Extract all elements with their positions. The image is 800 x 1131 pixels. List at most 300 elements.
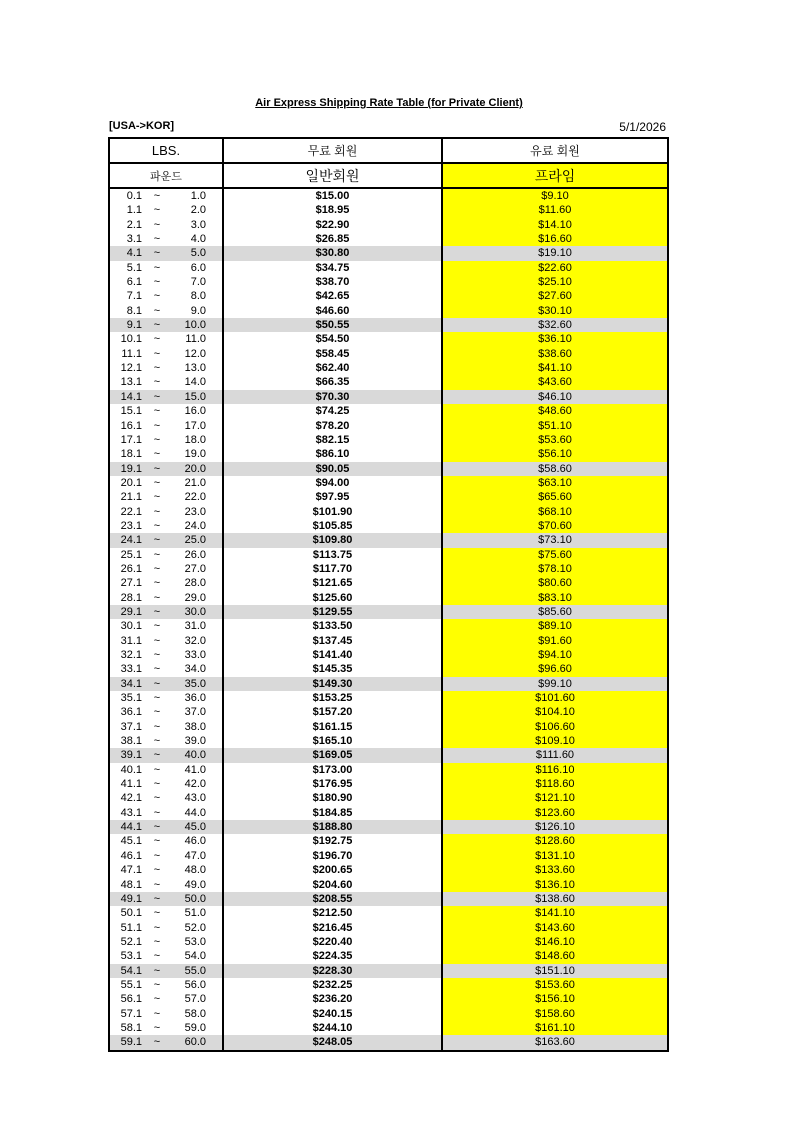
table-row bbox=[110, 390, 667, 404]
weight-from: 15.1 bbox=[120, 405, 142, 418]
weight-range bbox=[110, 748, 222, 762]
weight-to: 42.0 bbox=[184, 778, 206, 791]
prime-rate: $41.10 bbox=[441, 361, 667, 375]
prime-rate: $121.10 bbox=[441, 791, 667, 805]
regular-rate: $184.85 bbox=[222, 806, 441, 820]
weight-range bbox=[110, 791, 222, 805]
regular-rate: $46.60 bbox=[222, 304, 441, 318]
table-row bbox=[110, 777, 667, 791]
weight-range bbox=[110, 189, 222, 203]
weight-range bbox=[110, 878, 222, 892]
prime-rate: $25.10 bbox=[441, 275, 667, 289]
weight-range bbox=[110, 533, 222, 547]
weight-range bbox=[110, 562, 222, 576]
regular-tier-header: 일반회원 bbox=[222, 164, 441, 187]
table-row bbox=[110, 662, 667, 676]
regular-rate: $224.35 bbox=[222, 949, 441, 963]
rate-table bbox=[108, 137, 669, 1052]
weight-from: 20.1 bbox=[120, 476, 142, 489]
table-row bbox=[110, 949, 667, 963]
prime-rate: $156.10 bbox=[441, 992, 667, 1006]
range-separator: ~ bbox=[153, 993, 161, 1006]
table-row bbox=[110, 806, 667, 820]
table-row bbox=[110, 964, 667, 978]
prime-rate: $43.60 bbox=[441, 375, 667, 389]
table-row bbox=[110, 648, 667, 662]
range-separator: ~ bbox=[153, 978, 161, 991]
regular-rate: $58.45 bbox=[222, 347, 441, 361]
prime-rate: $46.10 bbox=[441, 390, 667, 404]
weight-from: 11.1 bbox=[121, 347, 142, 360]
regular-rate: $145.35 bbox=[222, 662, 441, 676]
regular-rate: $74.25 bbox=[222, 404, 441, 418]
weight-range bbox=[110, 1007, 222, 1021]
header-row-tier bbox=[110, 162, 667, 187]
table-row bbox=[110, 849, 667, 863]
regular-rate: $109.80 bbox=[222, 533, 441, 547]
weight-range bbox=[110, 347, 222, 361]
table-row bbox=[110, 189, 667, 203]
range-separator: ~ bbox=[153, 663, 161, 676]
weight-to: 17.0 bbox=[184, 419, 206, 432]
regular-rate: $97.95 bbox=[222, 490, 441, 504]
regular-rate: $212.50 bbox=[222, 906, 441, 920]
range-separator: ~ bbox=[153, 864, 161, 877]
weight-to: 21.0 bbox=[184, 476, 206, 489]
prime-rate: $9.10 bbox=[441, 189, 667, 203]
weight-from: 33.1 bbox=[120, 663, 142, 676]
weight-to: 59.0 bbox=[184, 1021, 206, 1034]
prime-rate: $111.60 bbox=[441, 748, 667, 762]
range-separator: ~ bbox=[153, 247, 161, 260]
range-separator: ~ bbox=[153, 792, 161, 805]
table-row bbox=[110, 878, 667, 892]
weight-to: 23.0 bbox=[184, 505, 206, 518]
range-separator: ~ bbox=[153, 190, 161, 202]
weight-to: 25.0 bbox=[184, 534, 206, 547]
weight-range bbox=[110, 447, 222, 461]
range-separator: ~ bbox=[153, 950, 161, 963]
table-row bbox=[110, 490, 667, 504]
table-row bbox=[110, 505, 667, 519]
weight-range bbox=[110, 332, 222, 346]
regular-rate: $78.20 bbox=[222, 419, 441, 433]
prime-rate: $63.10 bbox=[441, 476, 667, 490]
weight-to: 19.0 bbox=[184, 448, 206, 461]
prime-rate: $75.60 bbox=[441, 548, 667, 562]
weight-range bbox=[110, 964, 222, 978]
table-row bbox=[110, 361, 667, 375]
weight-to: 28.0 bbox=[184, 577, 206, 590]
prime-rate: $99.10 bbox=[441, 677, 667, 691]
table-row bbox=[110, 992, 667, 1006]
weight-range bbox=[110, 834, 222, 848]
regular-rate: $125.60 bbox=[222, 591, 441, 605]
prime-rate: $70.60 bbox=[441, 519, 667, 533]
range-separator: ~ bbox=[153, 849, 161, 862]
weight-to: 8.0 bbox=[190, 290, 206, 303]
prime-rate: $51.10 bbox=[441, 419, 667, 433]
weight-to: 22.0 bbox=[184, 491, 206, 504]
table-row bbox=[110, 691, 667, 705]
range-separator: ~ bbox=[153, 562, 161, 575]
table-row bbox=[110, 591, 667, 605]
regular-rate: $34.75 bbox=[222, 261, 441, 275]
prime-rate: $104.10 bbox=[441, 705, 667, 719]
range-separator: ~ bbox=[153, 233, 161, 246]
regular-rate: $176.95 bbox=[222, 777, 441, 791]
prime-rate: $89.10 bbox=[441, 619, 667, 633]
weight-to: 57.0 bbox=[184, 993, 206, 1006]
weight-from: 28.1 bbox=[120, 591, 142, 604]
weight-from: 40.1 bbox=[120, 763, 142, 776]
weight-range bbox=[110, 720, 222, 734]
range-separator: ~ bbox=[153, 677, 161, 690]
regular-rate: $38.70 bbox=[222, 275, 441, 289]
weight-to: 29.0 bbox=[184, 591, 206, 604]
range-separator: ~ bbox=[153, 419, 161, 432]
prime-rate: $65.60 bbox=[441, 490, 667, 504]
regular-rate: $169.05 bbox=[222, 748, 441, 762]
weight-from: 35.1 bbox=[120, 692, 142, 705]
weight-to: 4.0 bbox=[190, 233, 206, 246]
weight-from: 24.1 bbox=[120, 534, 142, 547]
table-row bbox=[110, 347, 667, 361]
table-row bbox=[110, 533, 667, 547]
range-separator: ~ bbox=[153, 333, 161, 346]
range-separator: ~ bbox=[153, 778, 161, 791]
weight-from: 5.1 bbox=[126, 261, 142, 274]
weight-to: 50.0 bbox=[184, 892, 206, 905]
weight-to: 9.0 bbox=[190, 304, 206, 317]
weight-from: 1.1 bbox=[126, 204, 142, 217]
table-row bbox=[110, 1021, 667, 1035]
regular-rate: $204.60 bbox=[222, 878, 441, 892]
weight-to: 30.0 bbox=[184, 605, 206, 618]
weight-to: 43.0 bbox=[184, 792, 206, 805]
regular-rate: $26.85 bbox=[222, 232, 441, 246]
regular-rate: $86.10 bbox=[222, 447, 441, 461]
table-row bbox=[110, 935, 667, 949]
range-separator: ~ bbox=[153, 1007, 161, 1020]
table-row bbox=[110, 218, 667, 232]
prime-tier-header: 프라임 bbox=[441, 164, 667, 187]
prime-rate: $80.60 bbox=[441, 576, 667, 590]
range-separator: ~ bbox=[153, 835, 161, 848]
range-separator: ~ bbox=[153, 476, 161, 489]
prime-rate: $126.10 bbox=[441, 820, 667, 834]
regular-rate: $18.95 bbox=[222, 203, 441, 217]
weight-from: 30.1 bbox=[120, 620, 142, 633]
range-separator: ~ bbox=[153, 1021, 161, 1034]
weight-range bbox=[110, 662, 222, 676]
weight-range bbox=[110, 978, 222, 992]
prime-rate: $116.10 bbox=[441, 763, 667, 777]
weight-range bbox=[110, 806, 222, 820]
regular-rate: $62.40 bbox=[222, 361, 441, 375]
prime-rate: $56.10 bbox=[441, 447, 667, 461]
regular-rate: $70.30 bbox=[222, 390, 441, 404]
prime-rate: $11.60 bbox=[441, 203, 667, 217]
prime-rate: $36.10 bbox=[441, 332, 667, 346]
weight-range bbox=[110, 1021, 222, 1035]
weight-from: 54.1 bbox=[120, 964, 142, 977]
weight-from: 23.1 bbox=[120, 519, 142, 532]
table-row bbox=[110, 734, 667, 748]
weight-to: 10.0 bbox=[184, 319, 206, 332]
weight-to: 20.0 bbox=[184, 462, 206, 475]
weight-to: 3.0 bbox=[190, 218, 206, 231]
regular-rate: $30.80 bbox=[222, 246, 441, 260]
prime-rate: $141.10 bbox=[441, 906, 667, 920]
weight-to: 6.0 bbox=[190, 261, 206, 274]
range-separator: ~ bbox=[153, 735, 161, 748]
regular-rate: $165.10 bbox=[222, 734, 441, 748]
prime-rate: $96.60 bbox=[441, 662, 667, 676]
weight-range bbox=[110, 849, 222, 863]
prime-rate: $19.10 bbox=[441, 246, 667, 260]
regular-rate: $188.80 bbox=[222, 820, 441, 834]
regular-rate: $133.50 bbox=[222, 619, 441, 633]
weight-range bbox=[110, 246, 222, 260]
regular-rate: $220.40 bbox=[222, 935, 441, 949]
weight-to: 56.0 bbox=[184, 978, 206, 991]
weight-from: 45.1 bbox=[120, 835, 142, 848]
prime-rate: $146.10 bbox=[441, 935, 667, 949]
weight-range bbox=[110, 935, 222, 949]
regular-rate: $137.45 bbox=[222, 634, 441, 648]
range-separator: ~ bbox=[153, 362, 161, 375]
range-separator: ~ bbox=[153, 620, 161, 633]
table-row bbox=[110, 619, 667, 633]
range-separator: ~ bbox=[153, 806, 161, 819]
weight-to: 2.0 bbox=[190, 204, 206, 217]
range-separator: ~ bbox=[153, 749, 161, 762]
weight-range bbox=[110, 318, 222, 332]
weight-to: 32.0 bbox=[184, 634, 206, 647]
weight-from: 22.1 bbox=[120, 505, 142, 518]
weight-from: 44.1 bbox=[120, 821, 142, 834]
range-separator: ~ bbox=[153, 706, 161, 719]
weight-to: 48.0 bbox=[184, 864, 206, 877]
regular-rate: $117.70 bbox=[222, 562, 441, 576]
weight-to: 49.0 bbox=[184, 878, 206, 891]
weight-from: 12.1 bbox=[120, 362, 142, 375]
prime-rate: $153.60 bbox=[441, 978, 667, 992]
prime-rate: $151.10 bbox=[441, 964, 667, 978]
weight-range bbox=[110, 476, 222, 490]
weight-to: 1.0 bbox=[190, 190, 206, 202]
range-separator: ~ bbox=[153, 276, 161, 289]
weight-from: 19.1 bbox=[120, 462, 142, 475]
regular-rate: $101.90 bbox=[222, 505, 441, 519]
regular-rate: $141.40 bbox=[222, 648, 441, 662]
regular-rate: $244.10 bbox=[222, 1021, 441, 1035]
regular-rate: $192.75 bbox=[222, 834, 441, 848]
weight-from: 42.1 bbox=[120, 792, 142, 805]
weight-to: 18.0 bbox=[184, 433, 206, 446]
weight-from: 59.1 bbox=[120, 1036, 142, 1049]
table-row bbox=[110, 576, 667, 590]
table-row bbox=[110, 705, 667, 719]
table-row bbox=[110, 203, 667, 217]
table-row bbox=[110, 246, 667, 260]
prime-rate: $106.60 bbox=[441, 720, 667, 734]
weight-range bbox=[110, 734, 222, 748]
weight-to: 51.0 bbox=[184, 907, 206, 920]
weight-range bbox=[110, 433, 222, 447]
prime-rate: $27.60 bbox=[441, 289, 667, 303]
weight-range bbox=[110, 375, 222, 389]
weight-range bbox=[110, 591, 222, 605]
regular-rate: $196.70 bbox=[222, 849, 441, 863]
prime-rate: $101.60 bbox=[441, 691, 667, 705]
regular-rate: $157.20 bbox=[222, 705, 441, 719]
prime-rate: $53.60 bbox=[441, 433, 667, 447]
range-separator: ~ bbox=[153, 634, 161, 647]
range-separator: ~ bbox=[153, 935, 161, 948]
prime-rate: $161.10 bbox=[441, 1021, 667, 1035]
range-separator: ~ bbox=[153, 204, 161, 217]
table-row bbox=[110, 720, 667, 734]
range-separator: ~ bbox=[153, 907, 161, 920]
table-row bbox=[110, 462, 667, 476]
table-row bbox=[110, 318, 667, 332]
weight-to: 52.0 bbox=[184, 921, 206, 934]
weight-range bbox=[110, 490, 222, 504]
range-separator: ~ bbox=[153, 548, 161, 561]
table-row bbox=[110, 232, 667, 246]
table-row bbox=[110, 447, 667, 461]
table-row bbox=[110, 304, 667, 318]
weight-to: 58.0 bbox=[184, 1007, 206, 1020]
range-separator: ~ bbox=[153, 218, 161, 231]
prime-rate: $138.60 bbox=[441, 892, 667, 906]
weight-to: 60.0 bbox=[184, 1036, 206, 1049]
range-separator: ~ bbox=[153, 433, 161, 446]
prime-rate: $91.60 bbox=[441, 634, 667, 648]
range-separator: ~ bbox=[153, 605, 161, 618]
table-row bbox=[110, 978, 667, 992]
weight-from: 49.1 bbox=[120, 892, 142, 905]
range-separator: ~ bbox=[153, 347, 161, 360]
regular-rate: $180.90 bbox=[222, 791, 441, 805]
weight-from: 39.1 bbox=[120, 749, 142, 762]
weight-from: 7.1 bbox=[126, 290, 142, 303]
prime-rate: $148.60 bbox=[441, 949, 667, 963]
weight-to: 45.0 bbox=[184, 821, 206, 834]
range-separator: ~ bbox=[153, 1036, 161, 1049]
prime-rate: $48.60 bbox=[441, 404, 667, 418]
lbs-header: LBS. bbox=[151, 143, 181, 158]
range-separator: ~ bbox=[153, 491, 161, 504]
weight-to: 36.0 bbox=[184, 692, 206, 705]
weight-range bbox=[110, 820, 222, 834]
prime-rate: $14.10 bbox=[441, 218, 667, 232]
weight-to: 37.0 bbox=[184, 706, 206, 719]
weight-from: 58.1 bbox=[120, 1021, 142, 1034]
weight-from: 16.1 bbox=[120, 419, 142, 432]
weight-range bbox=[110, 304, 222, 318]
regular-rate: $228.30 bbox=[222, 964, 441, 978]
range-separator: ~ bbox=[153, 534, 161, 547]
table-row bbox=[110, 404, 667, 418]
range-separator: ~ bbox=[153, 376, 161, 389]
weight-range bbox=[110, 605, 222, 619]
weight-range bbox=[110, 275, 222, 289]
table-row bbox=[110, 1035, 667, 1049]
range-separator: ~ bbox=[153, 448, 161, 461]
weight-to: 35.0 bbox=[184, 677, 206, 690]
weight-from: 41.1 bbox=[120, 778, 142, 791]
weight-range bbox=[110, 289, 222, 303]
regular-rate: $42.65 bbox=[222, 289, 441, 303]
weight-from: 25.1 bbox=[120, 548, 142, 561]
table-row bbox=[110, 820, 667, 834]
range-separator: ~ bbox=[153, 319, 161, 332]
weight-to: 47.0 bbox=[184, 849, 206, 862]
document-title: Air Express Shipping Rate Table (for Private Client) bbox=[255, 97, 523, 109]
weight-from: 47.1 bbox=[120, 864, 142, 877]
rate-rows bbox=[110, 187, 667, 1050]
regular-rate: $66.35 bbox=[222, 375, 441, 389]
weight-to: 40.0 bbox=[184, 749, 206, 762]
header-row-group bbox=[110, 139, 667, 162]
table-row bbox=[110, 763, 667, 777]
prime-rate: $16.60 bbox=[441, 232, 667, 246]
weight-from: 36.1 bbox=[120, 706, 142, 719]
weight-to: 46.0 bbox=[184, 835, 206, 848]
table-row bbox=[110, 433, 667, 447]
table-row bbox=[110, 921, 667, 935]
range-separator: ~ bbox=[153, 821, 161, 834]
free-member-header: 무료 회원 bbox=[222, 139, 441, 162]
weight-from: 29.1 bbox=[120, 605, 142, 618]
range-separator: ~ bbox=[153, 878, 161, 891]
weight-to: 54.0 bbox=[184, 950, 206, 963]
regular-rate: $149.30 bbox=[222, 677, 441, 691]
weight-from: 37.1 bbox=[120, 720, 142, 733]
table-row bbox=[110, 677, 667, 691]
prime-rate: $58.60 bbox=[441, 462, 667, 476]
regular-rate: $240.15 bbox=[222, 1007, 441, 1021]
weight-from: 38.1 bbox=[120, 735, 142, 748]
weight-from: 32.1 bbox=[120, 649, 142, 661]
prime-rate: $136.10 bbox=[441, 878, 667, 892]
prime-rate: $94.10 bbox=[441, 648, 667, 662]
table-row bbox=[110, 419, 667, 433]
weight-to: 24.0 bbox=[184, 519, 206, 532]
weight-to: 11.0 bbox=[185, 333, 206, 346]
range-separator: ~ bbox=[153, 964, 161, 977]
regular-rate: $54.50 bbox=[222, 332, 441, 346]
prime-rate: $163.60 bbox=[441, 1035, 667, 1049]
weight-to: 27.0 bbox=[184, 562, 206, 575]
range-separator: ~ bbox=[153, 892, 161, 905]
weight-from: 8.1 bbox=[126, 304, 142, 317]
weight-from: 52.1 bbox=[120, 935, 142, 948]
prime-rate: $133.60 bbox=[441, 863, 667, 877]
regular-rate: $105.85 bbox=[222, 519, 441, 533]
table-row bbox=[110, 375, 667, 389]
regular-rate: $82.15 bbox=[222, 433, 441, 447]
weight-range bbox=[110, 462, 222, 476]
lbs-subheader: 파운드 bbox=[150, 170, 182, 183]
weight-range bbox=[110, 619, 222, 633]
table-row bbox=[110, 791, 667, 805]
table-row bbox=[110, 476, 667, 490]
weight-to: 7.0 bbox=[190, 276, 206, 289]
